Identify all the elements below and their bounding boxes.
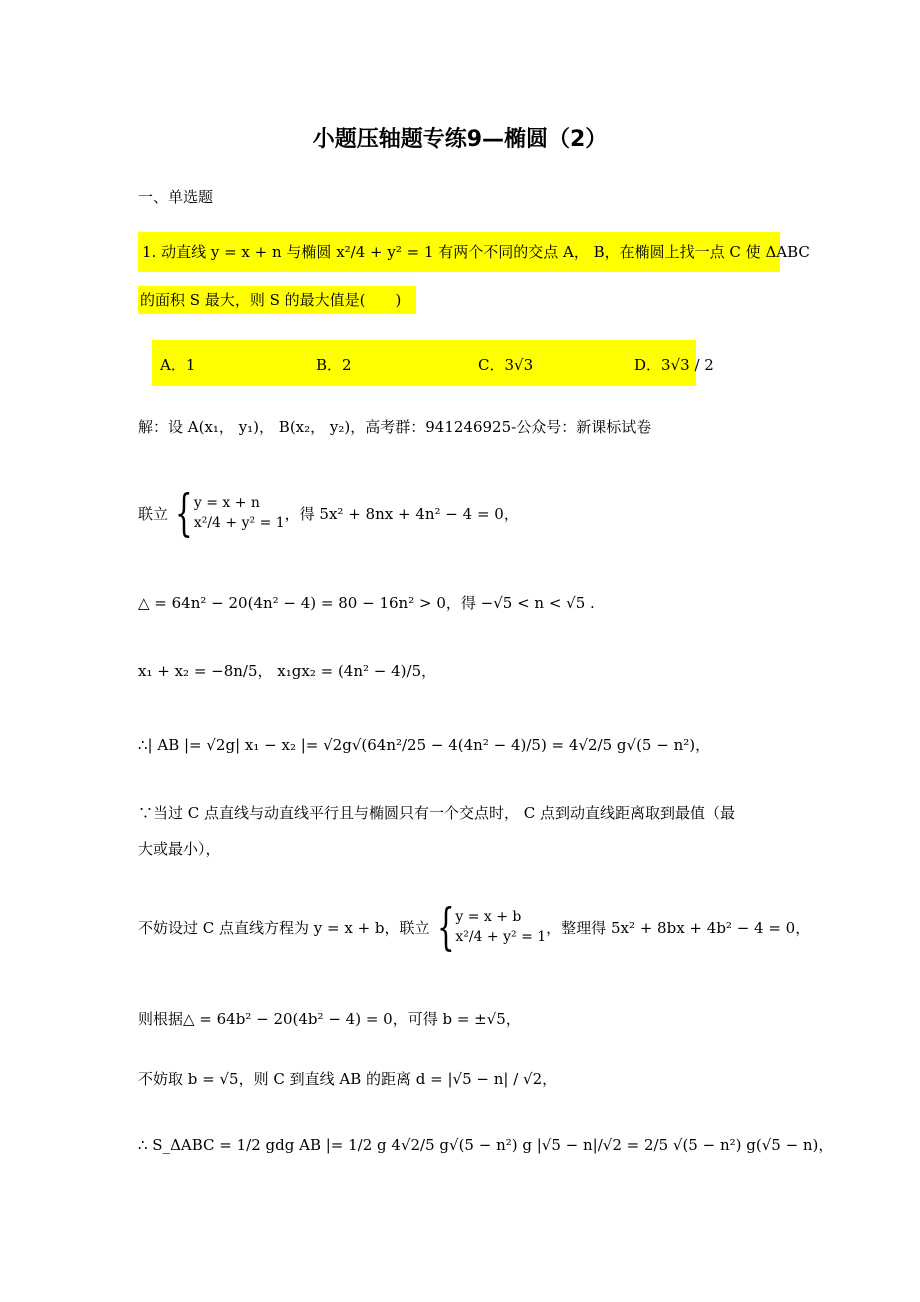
solution-line-4: x₁ + x₂ = −8n/5， x₁gx₂ = (4n² − 4)/5，: [138, 662, 437, 680]
system-eq-1: y = x + b: [455, 909, 522, 925]
question-line-2: 的面积 S 最大，则 S 的最大值是( ): [138, 286, 416, 314]
question-line-1: 1. 动直线 y = x + n 与椭圆 x²/4 + y² = 1 有两个不同的交点 A， B，在椭圆上找一点 C 使 ΔABC: [138, 232, 780, 272]
system-eq-2: x²/4 + y² = 1: [193, 515, 285, 531]
solution-line-1: 解：设 A(x₁， y₁)， B(x₂， y₂)，高考群：941246925-公众号：新课标试卷: [138, 418, 652, 436]
option-c: C．3√3: [478, 356, 534, 374]
solution-line-6b: 大或最小），: [138, 840, 221, 858]
solution-line-7-prefix: 不妨设过 C 点直线方程为 y = x + b，联立: [138, 918, 430, 937]
options-row: [152, 340, 714, 386]
solution-line-8: 则根据△ = 64b² − 20(4b² − 4) = 0，可得 b = ±√5，: [138, 1010, 521, 1028]
brace-icon: {: [175, 484, 193, 542]
solution-line-2-suffix: ，得 5x² + 8nx + 4n² − 4 = 0，: [284, 504, 519, 523]
option-a: A．1: [160, 356, 196, 374]
equation-system: [194, 493, 285, 533]
section-heading: 一、单选题: [138, 188, 214, 206]
solution-line-2: [138, 478, 519, 548]
solution-line-9: 不妨取 b = √5，则 C 到直线 AB 的距离 d = |√5 − n| / √2，: [138, 1070, 558, 1088]
solution-line-2-prefix: 联立: [138, 504, 169, 523]
solution-line-6a: ∵当过 C 点直线与动直线平行且与椭圆只有一个交点时， C 点到动直线距离取到最值（最: [138, 804, 736, 822]
system-eq-1: y = x + n: [193, 495, 260, 511]
brace-icon: {: [436, 898, 455, 956]
solution-line-7: [138, 892, 810, 962]
solution-line-5: ∴| AB |= √2g| x₁ − x₂ |= √2g√(64n²/25 − 4(4n² − 4)/5) = 4√2/5 g√(5 − n²)，: [138, 736, 711, 754]
equation-system: [455, 907, 546, 947]
system-eq-2: x²/4 + y² = 1: [455, 929, 547, 945]
solution-line-10: ∴ S_ΔABC = 1/2 gdg AB |= 1/2 g 4√2/5 g√(5 − n²) g |√5 − n|/√2 = 2/5 √(5 − n²) g(√5 − n)，: [138, 1136, 834, 1154]
solution-line-7-suffix: ，整理得 5x² + 8bx + 4b² − 4 = 0，: [546, 918, 811, 937]
page-title: 小题压轴题专练9—椭圆（2）: [312, 127, 608, 152]
option-d: D．3√3 / 2: [634, 356, 714, 374]
option-b: B．2: [316, 356, 352, 374]
solution-line-3: △ = 64n² − 20(4n² − 4) = 80 − 16n² > 0，得 −√5 < n < √5 .: [138, 594, 595, 612]
